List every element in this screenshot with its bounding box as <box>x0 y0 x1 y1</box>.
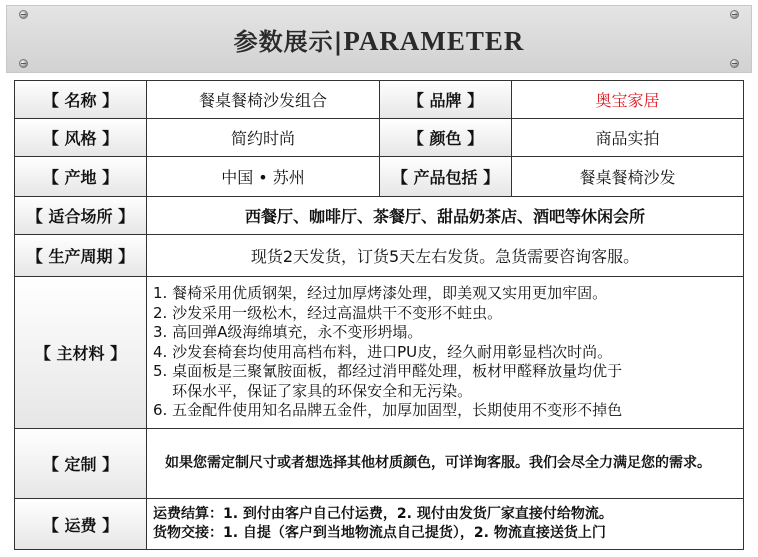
label-custom: 【 定制 】 <box>15 429 147 498</box>
shipping-line: 运费结算：1. 到付由客户自己付运费，2. 现付由发货厂家直接付给物流。 <box>153 506 613 522</box>
screw-icon <box>19 10 28 19</box>
title-separator: | <box>333 28 344 56</box>
value-shipping <box>147 499 743 549</box>
value-custom-cell <box>147 429 743 498</box>
materials-list <box>147 284 622 421</box>
value-color: 商品实拍 <box>595 129 660 148</box>
shipping-lines <box>147 505 613 543</box>
row-name-brand <box>15 81 743 119</box>
row-venues <box>15 197 743 235</box>
row-materials <box>15 277 743 429</box>
materials-line: 1. 餐椅采用优质钢架，经过加厚烤漆处理，即美观又实用更加牢固。 <box>153 284 608 303</box>
materials-line: 环保水平，保证了家具的环保安全和无污染。 <box>153 381 473 400</box>
row-custom <box>15 429 743 499</box>
label-includes: 【 产品包括 】 <box>380 157 512 196</box>
screw-icon <box>19 59 28 68</box>
materials-line: 2. 沙发采用一级松木，经过高温烘干不变形不蛀虫。 <box>153 303 503 322</box>
value-style: 简约时尚 <box>147 119 380 156</box>
value-custom: 如果您需定制尺寸或者想选择其他材质颜色，可详询客服。我们会尽全力满足您的需求。 <box>165 455 711 471</box>
row-shipping <box>15 499 743 549</box>
value-venues: 西餐厅、咖啡厅、茶餐厅、甜品奶茶店、酒吧等休闲会所 <box>244 207 645 226</box>
label-color: 【 颜色 】 <box>380 119 512 156</box>
label-style: 【 风格 】 <box>15 119 147 156</box>
title-english: PARAMETER <box>343 26 525 56</box>
label-brand: 【 品牌 】 <box>380 81 512 118</box>
value-origin: 中国 • 苏州 <box>147 157 380 196</box>
materials-line: 5. 桌面板是三聚氰胺面板，都经过消甲醛处理，板材甲醛释放量均优于 <box>153 362 623 381</box>
value-brand: 奥宝家居 <box>595 91 660 110</box>
materials-line: 6. 五金配件使用知名品牌五金件，加厚加固型，长期使用不变形不掉色 <box>153 401 623 420</box>
row-origin-includes <box>15 157 743 197</box>
parameter-banner <box>6 5 752 73</box>
label-venues: 【 适合场所 】 <box>15 197 147 234</box>
screw-icon <box>730 59 739 68</box>
materials-line: 3. 高回弹A级海绵填充，永不变形坍塌。 <box>153 323 423 342</box>
value-cycle: 现货2天发货，订货5天左右发货。急货需要咨询客服。 <box>250 247 640 266</box>
page-title <box>7 22 751 57</box>
label-shipping: 【 运费 】 <box>15 499 147 549</box>
value-materials <box>147 277 743 428</box>
label-origin: 【 产地 】 <box>15 157 147 196</box>
title-chinese: 参数展示 <box>233 28 334 56</box>
label-cycle: 【 生产周期 】 <box>15 235 147 276</box>
materials-line: 4. 沙发套椅套均使用高档布料，进口PU皮，经久耐用彰显档次时尚。 <box>153 342 613 361</box>
parameter-table <box>14 80 744 550</box>
row-cycle <box>15 235 743 277</box>
value-includes: 餐桌餐椅沙发 <box>579 168 676 187</box>
value-name: 餐桌餐椅沙发组合 <box>147 81 380 118</box>
screw-icon <box>730 10 739 19</box>
label-materials: 【 主材料 】 <box>15 277 147 428</box>
row-style-color <box>15 119 743 157</box>
shipping-line: 货物交接：1. 自提（客户到当地物流点自己提货），2. 物流直接送货上门 <box>153 525 606 541</box>
label-name: 【 名称 】 <box>15 81 147 118</box>
